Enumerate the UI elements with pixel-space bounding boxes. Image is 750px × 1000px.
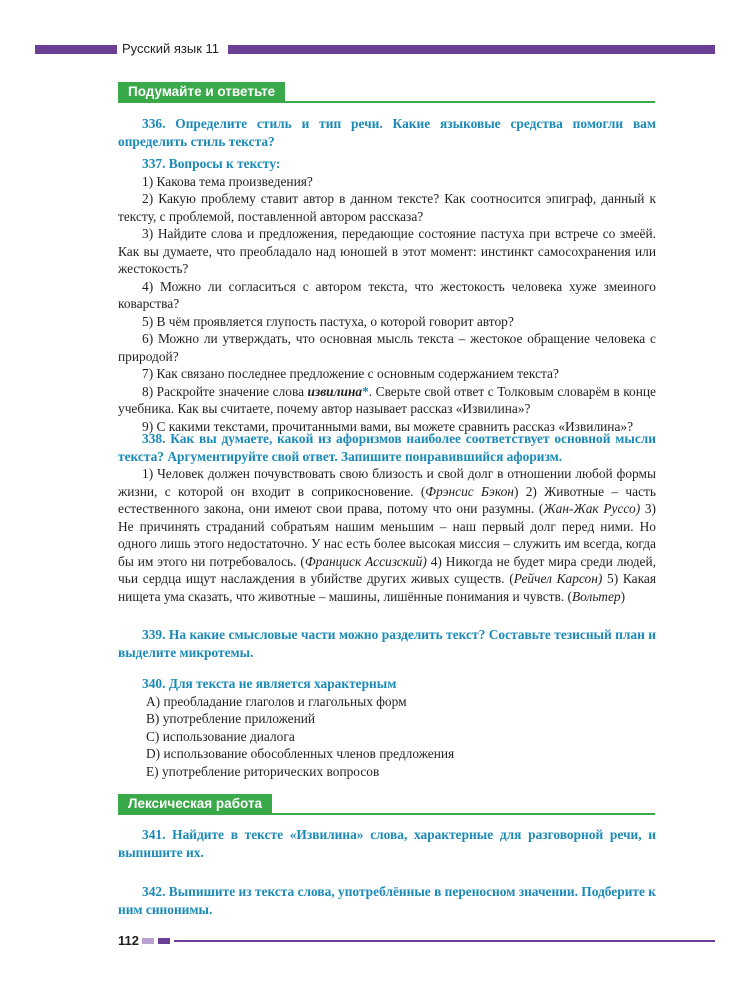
exercise-339 <box>118 626 656 661</box>
aphorism-author: Вольтер <box>572 588 621 604</box>
exercise-336 <box>118 115 656 150</box>
header-bar-left <box>35 45 117 54</box>
term-izvilina: извилина <box>307 383 363 399</box>
exercise-337 <box>118 155 656 435</box>
question-item: 2) Какую проблему ставит автор в данном тексте? Как соотносится эпиграф, данный к тексту, с проблемой, поставленной автором рассказа? <box>118 191 656 224</box>
aphorism-author: Рейчел Карсон) <box>513 571 603 586</box>
question-item: 6) Можно ли утверждать, что основная мысль текста – жестокое обращение человека с природой? <box>118 331 656 364</box>
aphorism-author: Франциск Ассизский) <box>304 553 427 569</box>
aphorism-text: ) <box>620 588 626 604</box>
question-item: 7) Как связано последнее предложение с основным содержанием текста? <box>142 366 559 381</box>
section-title-think: Подумайте и ответьте <box>118 82 285 101</box>
aphorism-author: Фрэнсис Бэкон <box>425 483 514 499</box>
footer-line <box>174 940 715 942</box>
answer-option-c: C) использование диалога <box>146 728 295 744</box>
exercise-338 <box>118 430 656 605</box>
question-item: 9) С какими текстами, прочитанными вами, вы можете сравнить рассказ «Извилина»? <box>142 418 634 434</box>
section-title-lexical: Лексическая работа <box>118 794 272 813</box>
exercise-342 <box>118 883 656 918</box>
exercise-340 <box>118 675 656 780</box>
answer-option-a: A) преобладание глаголов и глагольных форм <box>146 693 407 709</box>
answer-option-b: B) употребление приложений <box>146 711 316 726</box>
aphorism-text: 4) Никогда не будет мира среди людей, чьи сердца ищут наслаждения в убийстве других живых существ. ( <box>118 553 656 586</box>
answer-option-d: D) использование обособленных членов предложения <box>146 746 455 761</box>
exercise-337-title: 337. Вопросы к тексту: <box>142 156 281 171</box>
footer-mark-dark <box>158 938 170 944</box>
section-underline <box>118 813 655 815</box>
question-item: 1) Какова тема произведения? <box>142 173 313 189</box>
book-title: Русский язык 11 <box>122 41 219 56</box>
item8-text-after: . Сверьте свой ответ с Толковым словарём в конце учебника. Как вы считаете, почему автор называет рассказ «Извилина»? <box>118 383 656 416</box>
question-item: 3) Найдите слова и предложения, передающие состояние пастуха при встрече со змеёй. Как вы думаете, что преобладало над юношей в этот момент: инстинкт самосохранения или жестокость? <box>118 226 656 276</box>
aphorism-text: 3) Не причинять страданий собратьям нашим меньшим – наш первый долг перед ними. Но одного лишь этого недостаточно. У нас есть более высокая миссия – служить им всегда, когда бы им этого ни потребовалось. ( <box>118 501 656 569</box>
aphorism-text: 5) Какая нищета ума сказать, что животные – машины, лишённые понимания и чувств. ( <box>118 571 656 604</box>
item8-text-before: 8) Раскройте значение слова <box>142 383 308 399</box>
footer-mark-light <box>142 938 154 944</box>
aphorism-text: ) 2) Животные – часть естественного закона, они имеют свои права, потому что они разумны. ( <box>118 483 656 516</box>
glossary-asterisk: * <box>362 383 369 399</box>
exercise-340-title: 340. Для текста не является характерным <box>142 676 397 691</box>
exercise-339-text: 339. На какие смысловые части можно разделить текст? Составьте тезисный план и выделите микротемы. <box>118 627 656 660</box>
aphorisms-paragraph <box>118 465 656 605</box>
header-bar-right <box>228 45 715 54</box>
question-item: 4) Можно ли согласиться с автором текста, что жестокость человека хуже змеиного коварства? <box>118 278 656 311</box>
exercise-341-text: 341. Найдите в тексте «Извилина» слова, характерные для разговорной речи, и выпишите их. <box>118 827 656 860</box>
exercise-336-text: 336. Определите стиль и тип речи. Какие языковые средства помогли вам определить стиль текста? <box>118 116 656 149</box>
exercise-342-text: 342. Выпишите из текста слова, употреблённые в переносном значении. Подберите к ним синонимы. <box>118 884 656 917</box>
exercise-338-title: 338. Как вы думаете, какой из афоризмов наиболее соответствует основной мысли текста? Аргументируйте свой ответ. Запишите понравившийся афоризм. <box>118 431 656 464</box>
page-number: 112 <box>118 933 139 948</box>
aphorism-author: Жан-Жак Руссо) <box>543 501 641 516</box>
answer-option-e: E) употребление риторических вопросов <box>146 763 380 779</box>
aphorism-text: 1) Человек должен почувствовать свою близость и свой долг в отношении любой формы жизни, с которой он входит в соприкосновение. ( <box>118 466 656 499</box>
section-underline <box>118 101 655 103</box>
exercise-341 <box>118 826 656 861</box>
question-item-8 <box>118 383 656 418</box>
question-item: 5) В чём проявляется глупость пастуха, о которой говорит автор? <box>142 313 514 329</box>
